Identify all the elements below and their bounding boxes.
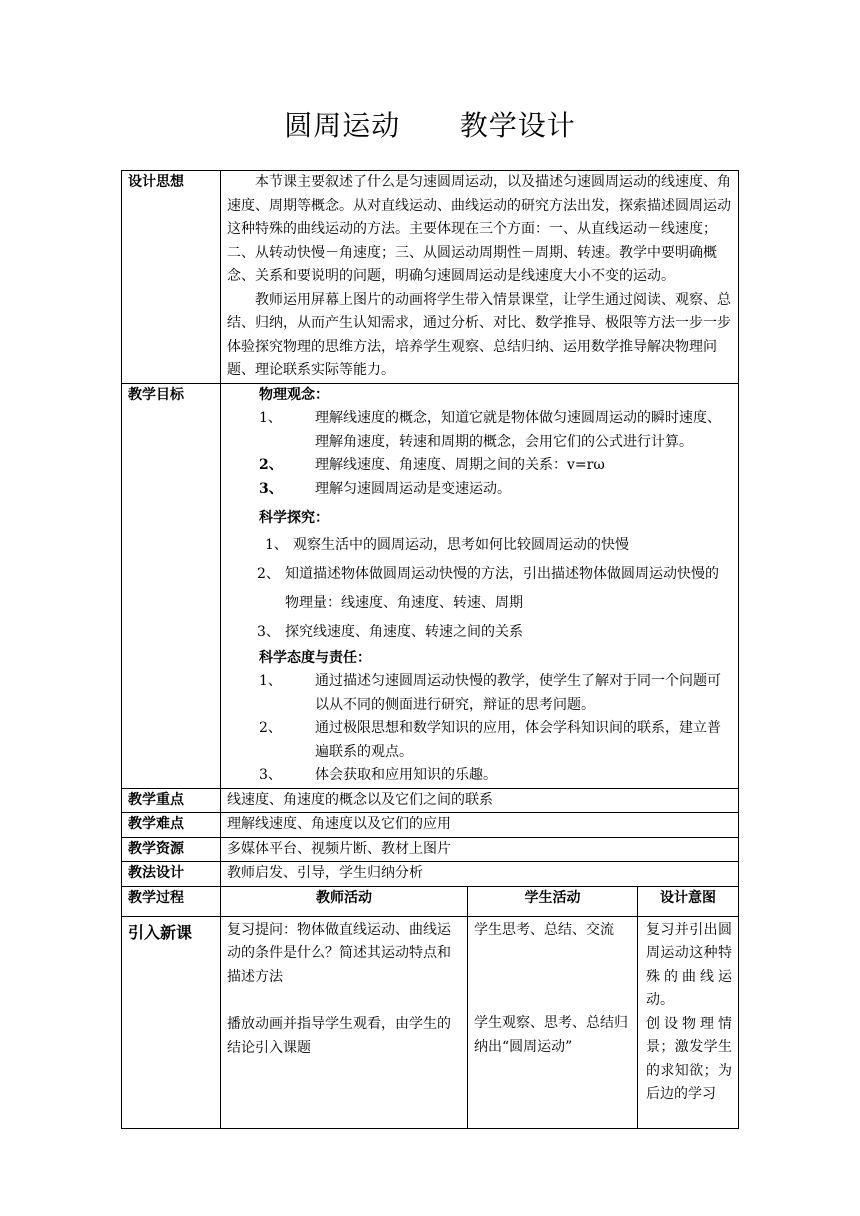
attitude-item-1 <box>227 670 732 717</box>
difficulties-text: 理解线速度、角速度以及它们的应用 <box>221 813 739 838</box>
list-number: 1、 <box>259 410 282 426</box>
design-idea-paragraph-1: 本节课主要叙述了什么是匀速圆周运动，以及描述匀速圆周运动的线速度、角速度、周期等概念。从对直线运动、曲线运动的研究方法出发，探索描述圆周运动这种特殊的曲线运动的方法。主要体现在三个方面：一、从直线运动－线速度；二、从转动快慢－角速度；三、从圆运动周期性－周期、转速。教学中要明确概念、关系和要说明的问题，明确匀速圆周运动是线速度大小不变的运动。 <box>227 174 731 284</box>
list-text: 体会获取和应用知识的乐趣。 <box>315 767 497 783</box>
objectives-label: 教学目标 <box>122 383 221 788</box>
page-title: 圆周运动 教学设计 <box>284 109 576 142</box>
inquiry-item-1 <box>227 531 732 560</box>
student-activity-2: 学生观察、思考、总结归纳出“圆周运动” <box>474 1015 628 1055</box>
row-objectives <box>122 383 739 788</box>
list-number: 2、 <box>259 720 282 736</box>
intro-label: 引入新课 <box>122 916 221 1128</box>
row-intro <box>122 916 739 1128</box>
list-text: 通过极限思想和数学知识的应用，体会学科知识间的联系，建立普遍联系的观点。 <box>315 720 721 760</box>
design-intent-header: 设计意图 <box>638 886 739 916</box>
list-text: 理解线速度、角速度、周期之间的关系：v=rω <box>315 457 605 473</box>
inquiry-item-3 <box>227 618 732 647</box>
student-activity-header: 学生活动 <box>468 886 638 916</box>
row-design-idea <box>122 171 739 384</box>
lesson-plan-table <box>121 170 739 1129</box>
list-text: 理解线速度的概念，知道它就是物体做匀速圆周运动的瞬时速度、理解角速度，转速和周期的概念，会用它们的公式进行计算。 <box>315 410 721 450</box>
list-text: 通过描述匀速圆周运动快慢的教学，使学生了解对于同一个问题可以从不同的侧面进行研究，辩证的思考问题。 <box>315 673 721 713</box>
teacher-activity-2: 播放动画并指导学生观看，由学生的结论引入课题 <box>227 1016 451 1056</box>
resources-label: 教学资源 <box>122 837 221 862</box>
intro-teacher-cell <box>221 916 468 1128</box>
physics-item-3 <box>227 478 732 502</box>
physics-item-1 <box>227 407 732 454</box>
teacher-activity-header: 教师活动 <box>221 886 468 916</box>
row-resources <box>122 837 739 862</box>
list-number: 2、 <box>259 457 283 473</box>
list-number: 1、 <box>265 536 288 553</box>
row-key-points <box>122 788 739 813</box>
intro-student-cell <box>468 916 638 1128</box>
list-number: 1、 <box>259 673 282 689</box>
spacer <box>227 989 461 1013</box>
row-methods <box>122 862 739 887</box>
key-points-label: 教学重点 <box>122 788 221 813</box>
resources-text: 多媒体平台、视频片断、教材上图片 <box>221 837 739 862</box>
list-number: 3、 <box>259 767 282 783</box>
design-idea-label: 设计思想 <box>122 171 221 384</box>
physics-item-2 <box>227 454 732 478</box>
design-intent-2: 创设物理情景；激发学生的求知欲；为后边的学习 <box>646 1015 733 1102</box>
spacer <box>474 942 631 1012</box>
list-number: 3、 <box>257 623 280 640</box>
physics-concept-heading: 物理观念： <box>259 386 329 403</box>
row-process-header <box>122 886 739 916</box>
list-text: 理解匀速圆周运动是变速运动。 <box>315 480 511 497</box>
objectives-content <box>221 383 739 788</box>
attitude-item-3 <box>227 764 732 788</box>
student-activity-1: 学生思考、总结、交流 <box>474 921 614 938</box>
design-idea-paragraph-2: 教师运用屏幕上图片的动画将学生带入情景课堂，让学生通过阅读、观察、总结、归纳，从而产生认知需求，通过分析、对比、数学推导、极限等方法一步一步体验探究物理的思维方法，培养学生观察、总结归纳、运用数学推导解决物理问题、理论联系实际等能力。 <box>227 291 731 378</box>
methods-label: 教法设计 <box>122 862 221 887</box>
process-label: 教学过程 <box>122 886 221 916</box>
difficulties-label: 教学难点 <box>122 813 221 838</box>
list-text: 知道描述物体做圆周运动快慢的方法，引出描述物体做圆周运动快慢的物理量：线速度、角速度、转速、周期 <box>285 565 719 611</box>
list-text: 观察生活中的圆周运动，思考如何比较圆周运动的快慢 <box>293 536 629 553</box>
row-difficulties <box>122 813 739 838</box>
teacher-activity-1: 复习提问：物体做直线运动、曲线运动的条件是什么？简述其运动特点和描述方法 <box>227 921 451 985</box>
design-intent-1: 复习并引出圆周运动这种特殊的曲线运动。 <box>646 921 733 1008</box>
methods-text: 教师启发、引导，学生归纳分析 <box>221 862 739 887</box>
design-idea-content <box>221 171 739 384</box>
inquiry-heading: 科学探究： <box>259 510 329 526</box>
key-points-text: 线速度、角速度的概念以及它们之间的联系 <box>221 788 739 813</box>
list-number: 2、 <box>257 565 280 582</box>
attitude-item-2 <box>227 717 732 764</box>
intro-intent-cell <box>638 916 739 1128</box>
list-number: 3、 <box>259 480 283 497</box>
list-text: 探究线速度、角速度、转速之间的关系 <box>285 623 523 640</box>
attitude-heading: 科学态度与责任： <box>259 649 371 666</box>
inquiry-item-2 <box>227 560 732 618</box>
